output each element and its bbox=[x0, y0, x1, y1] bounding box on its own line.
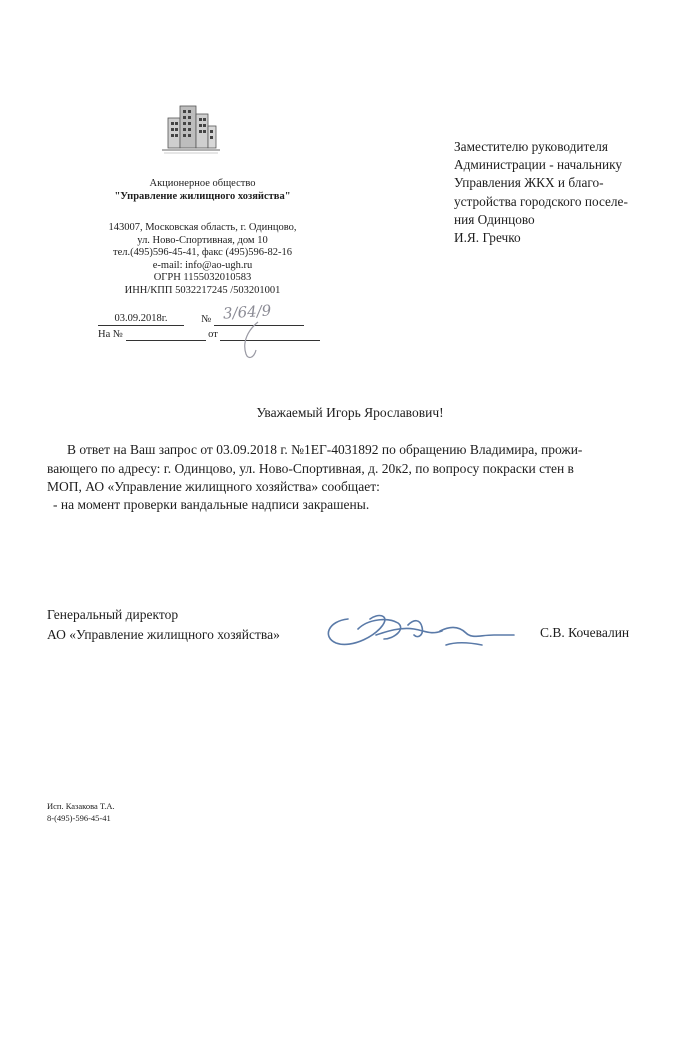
organization-details bbox=[70, 222, 335, 298]
body-line: вающего по адресу: г. Одинцово, ул. Ново-Спортивная, д. 20к2, по вопросу покраски стен в bbox=[47, 460, 574, 476]
handwritten-number: 3/64/9 bbox=[222, 301, 272, 323]
pen-mark-icon bbox=[236, 320, 266, 362]
from-label: от bbox=[208, 329, 218, 340]
address-line: ул. Ново-Спортивная, дом 10 bbox=[137, 234, 268, 246]
addressee-block bbox=[454, 138, 684, 247]
ogrn: ОГРН 1155032010583 bbox=[153, 272, 252, 284]
outgoing-registration-line bbox=[98, 313, 304, 326]
letter-body bbox=[47, 441, 672, 497]
phone-fax: тел.(495)596-45-41, факс (495)596-82-16 bbox=[113, 247, 292, 259]
signatory-name: С.В. Кочевалин bbox=[540, 625, 630, 640]
organization-name-block bbox=[70, 178, 335, 203]
executor-block bbox=[47, 801, 115, 824]
address-line: 143007, Московская область, г. Одинцово, bbox=[108, 222, 297, 233]
reply-registration-line bbox=[98, 328, 320, 341]
addressee-line: устройства городского поселе- bbox=[454, 193, 628, 209]
salutation: Уважаемый Игорь Ярославович! bbox=[256, 405, 444, 420]
organization-type: Акционерное общество bbox=[149, 178, 256, 189]
reply-to-label: На № bbox=[98, 329, 123, 340]
addressee-line: ния Одинцово bbox=[454, 211, 535, 227]
reply-number-field bbox=[126, 328, 206, 341]
company-logo-icon bbox=[160, 96, 222, 158]
executor-phone: 8-(495)-596-45-41 bbox=[47, 812, 111, 823]
bullet-item: - на момент проверки вандальные надписи закрашены. bbox=[53, 497, 370, 512]
addressee-name: И.Я. Гречко bbox=[454, 230, 521, 246]
position-line: Генеральный директор bbox=[47, 607, 179, 622]
email: e-mail: info@ao-ugh.ru bbox=[152, 259, 253, 271]
signatory-position bbox=[47, 605, 280, 645]
outgoing-date: 03.09.2018г. bbox=[98, 313, 184, 326]
addressee-line: Заместителю руководителя bbox=[454, 139, 608, 154]
body-line: МОП, АО «Управление жилищного хозяйства» сообщает: bbox=[47, 479, 380, 495]
addressee-line: Администрации - начальнику bbox=[454, 157, 623, 173]
number-label: № bbox=[201, 314, 212, 325]
handwritten-signature-icon bbox=[318, 605, 518, 653]
position-line: АО «Управление жилищного хозяйства» bbox=[47, 627, 280, 642]
inn-kpp: ИНН/КПП 5032217245 /503201001 bbox=[124, 284, 281, 296]
executor-name: Исп. Казакова Т.А. bbox=[47, 801, 115, 811]
body-line: В ответ на Ваш запрос от 03.09.2018 г. №1ЕГ-4031892 по обращению Владимира, прожи- bbox=[67, 442, 583, 457]
organization-name: "Управление жилищного хозяйства" bbox=[114, 190, 291, 202]
addressee-line: Управления ЖКХ и благо- bbox=[454, 175, 604, 191]
